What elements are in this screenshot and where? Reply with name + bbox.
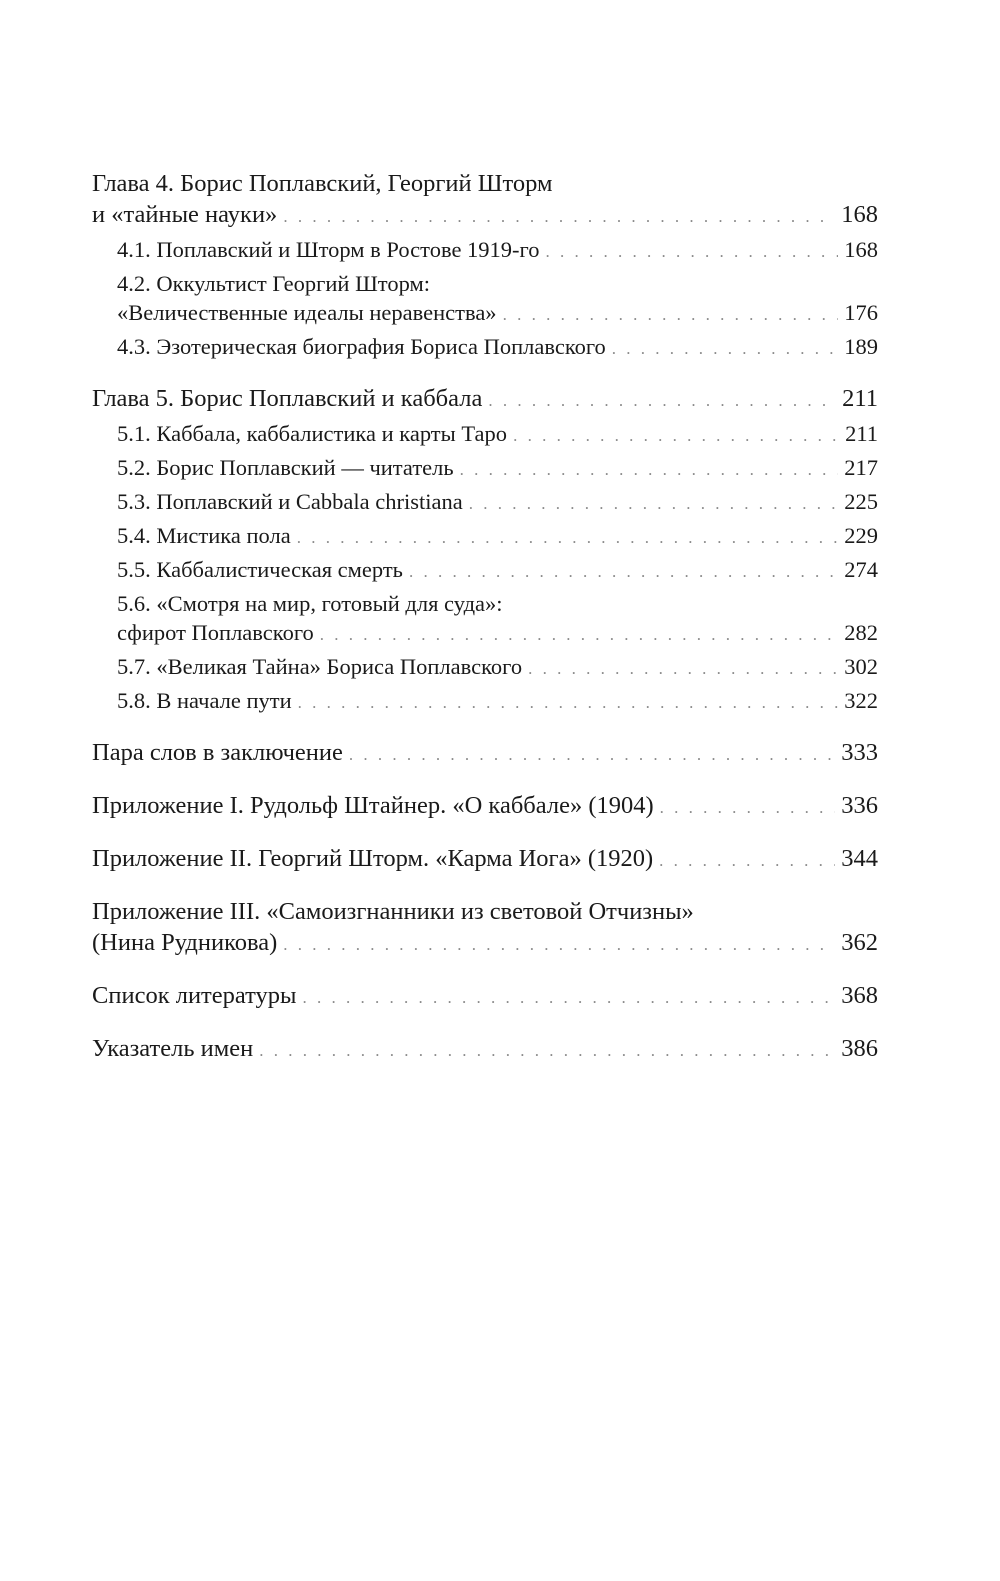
- toc-entry-title: Указатель имен: [92, 1035, 254, 1062]
- toc-section-5-2: [92, 453, 878, 484]
- dot-leader: [545, 237, 838, 266]
- toc-conclusion: [92, 737, 878, 770]
- page-number: 274: [844, 557, 878, 582]
- dot-leader: [297, 523, 838, 552]
- dot-leader: [513, 421, 838, 450]
- dot-leader: [488, 385, 836, 416]
- toc-entry-title: 5.2. Борис Поплавский — читатель: [117, 455, 454, 480]
- toc-entry-title: (Нина Рудникова): [92, 929, 278, 956]
- toc-entry-title-line: Глава 4. Борис Поплавский, Георгий Шторм: [92, 170, 553, 197]
- toc-section-5-4: [92, 521, 878, 552]
- toc-entry-title-line: 4.2. Оккультист Георгий Шторм:: [117, 271, 430, 296]
- toc-chapter-4: [92, 168, 878, 232]
- page-number: 322: [844, 688, 878, 713]
- page-number: 211: [845, 421, 878, 446]
- page-number: 211: [842, 385, 878, 412]
- page-number: 336: [841, 792, 878, 819]
- toc-section-5-7: [92, 652, 878, 683]
- dot-leader: [528, 654, 838, 683]
- toc-section-5-6: [92, 589, 878, 649]
- page-number: 333: [841, 739, 878, 766]
- toc-entry-title: 5.5. Каббалистическая смерть: [117, 557, 403, 582]
- toc-chapter-5: [92, 383, 878, 416]
- page-number: 282: [844, 620, 878, 645]
- toc-entry-title: Приложение II. Георгий Шторм. «Карма Иога» (1920): [92, 845, 654, 872]
- toc-section-5-3: [92, 487, 878, 518]
- page-number: 189: [844, 334, 878, 359]
- toc-section-5-8: [92, 686, 878, 717]
- table-of-contents: [92, 168, 878, 1066]
- page-number: 386: [841, 1035, 878, 1062]
- dot-leader: [283, 929, 835, 960]
- toc-entry-title: 5.4. Мистика пола: [117, 523, 291, 548]
- toc-appendix-1: [92, 790, 878, 823]
- toc-section-5-1: [92, 419, 878, 450]
- dot-leader: [283, 201, 835, 232]
- page-number: 362: [841, 929, 878, 956]
- toc-entry-title: сфирот Поплавского: [117, 620, 314, 645]
- page-number: 225: [844, 489, 878, 514]
- page-number: 229: [844, 523, 878, 548]
- toc-section-4-2: [92, 269, 878, 329]
- toc-entry-title-line: 5.6. «Смотря на мир, готовый для суда»:: [117, 591, 503, 616]
- dot-leader: [409, 557, 838, 586]
- dot-leader: [259, 1035, 835, 1066]
- dot-leader: [469, 489, 838, 518]
- toc-entry-title: 5.8. В начале пути: [117, 688, 292, 713]
- dot-leader: [503, 300, 838, 329]
- toc-entry-title: 5.7. «Великая Тайна» Бориса Поплавского: [117, 654, 523, 679]
- toc-entry-title: 5.1. Каббала, каббалистика и карты Таро: [117, 421, 508, 446]
- page-number: 217: [844, 455, 878, 480]
- page-number: 368: [841, 982, 878, 1009]
- page-number: 302: [844, 654, 878, 679]
- dot-leader: [302, 982, 835, 1013]
- toc-section-4-3: [92, 332, 878, 363]
- page-number: 176: [844, 300, 878, 325]
- toc-section-5-5: [92, 555, 878, 586]
- toc-appendix-2: [92, 843, 878, 876]
- toc-entry-title: и «тайные науки»: [92, 201, 278, 228]
- toc-entry-title: 4.3. Эзотерическая биография Бориса Поплавского: [117, 334, 606, 359]
- dot-leader: [660, 792, 836, 823]
- toc-bibliography: [92, 980, 878, 1013]
- toc-entry-title: 4.1. Поплавский и Шторм в Ростове 1919-го: [117, 237, 540, 262]
- page-number: 168: [841, 201, 878, 228]
- dot-leader: [298, 688, 838, 717]
- toc-entry-title: «Величественные идеалы неравенства»: [117, 300, 497, 325]
- toc-entry-title: Приложение I. Рудольф Штайнер. «О каббале» (1904): [92, 792, 654, 819]
- toc-name-index: [92, 1033, 878, 1066]
- dot-leader: [460, 455, 838, 484]
- dot-leader: [612, 334, 838, 363]
- dot-leader: [349, 739, 835, 770]
- page-number: 344: [841, 845, 878, 872]
- toc-entry-title: Глава 5. Борис Поплавский и каббала: [92, 385, 483, 412]
- toc-entry-title-line: Приложение III. «Самоизгнанники из световой Отчизны»: [92, 898, 694, 925]
- toc-entry-title: 5.3. Поплавский и Cabbala christiana: [117, 489, 463, 514]
- toc-entry-title: Список литературы: [92, 982, 297, 1009]
- toc-appendix-3: [92, 896, 878, 960]
- dot-leader: [320, 620, 838, 649]
- page-number: 168: [844, 237, 878, 262]
- dot-leader: [659, 845, 835, 876]
- toc-entry-title: Пара слов в заключение: [92, 739, 343, 766]
- toc-section-4-1: [92, 235, 878, 266]
